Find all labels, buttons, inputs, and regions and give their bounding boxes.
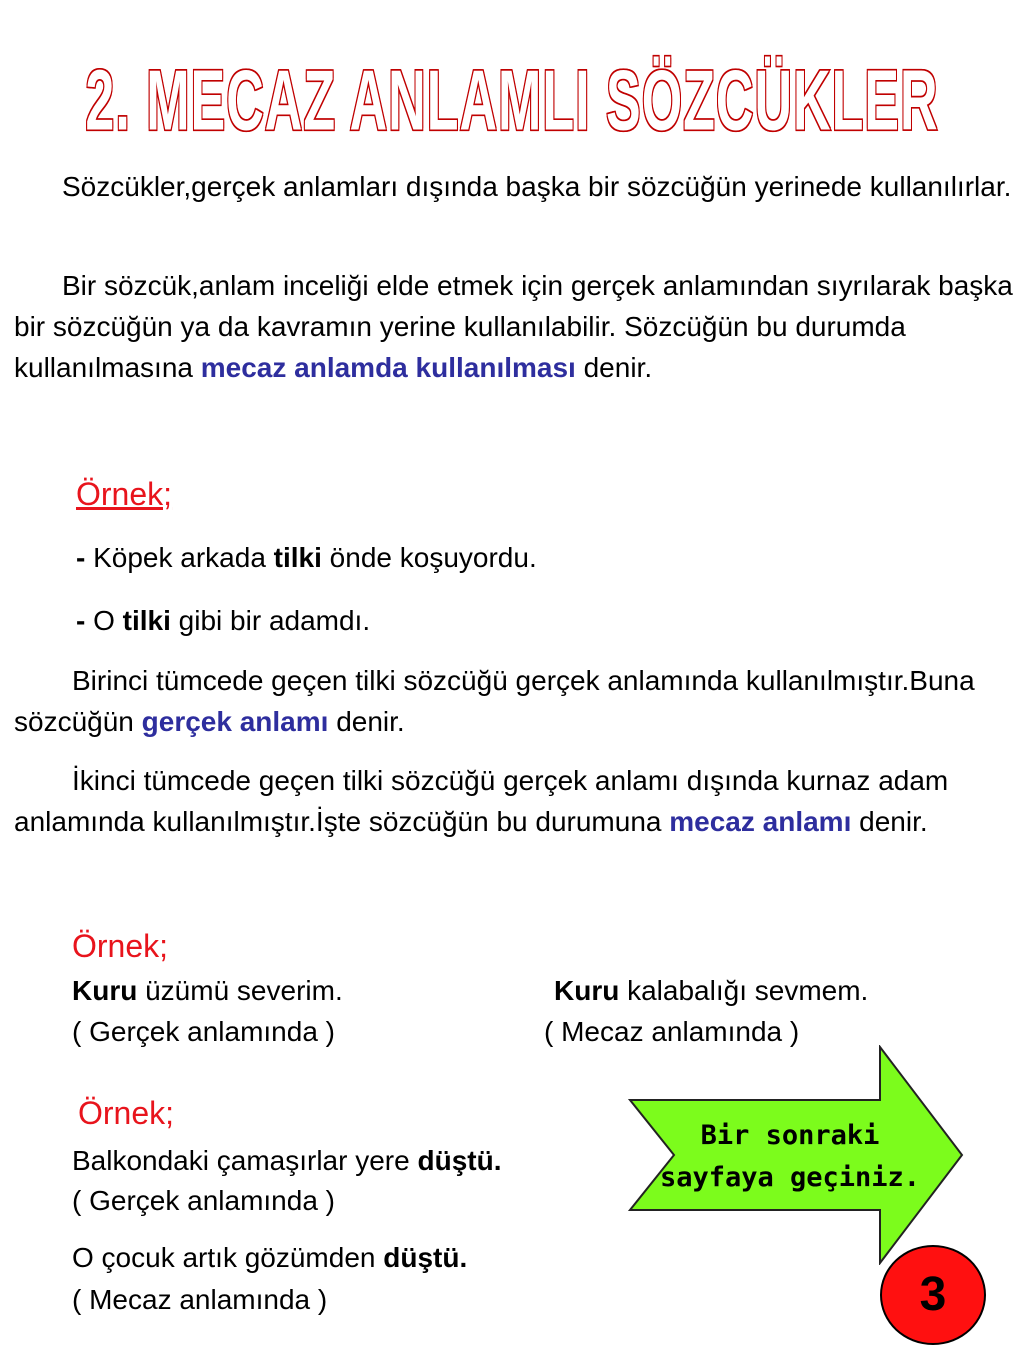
example-3-sentence-1: [72, 1140, 501, 1181]
sentence-text: Balkondaki çamaşırlar yere: [72, 1145, 418, 1176]
tilki-bold: tilki: [273, 542, 322, 573]
dash: -: [76, 542, 86, 573]
mecaz-anlami-highlight: mecaz anlamı: [669, 806, 852, 837]
explanation-text: İkinci tümcede geçen tilki sözcüğü gerçek anlamı dışında kurnaz adam anlamında kullanılmıştır.İşte sözcüğün bu durumuna: [14, 765, 949, 837]
example-2-left-sentence: [72, 970, 343, 1011]
tilki-bold: tilki: [122, 605, 171, 636]
intro-text-2: Bir sözcük,anlam inceliği elde etmek için gerçek anlamından sıyrılarak başka bir sözcüğün ya da kavramın yerine kullanılabilir. Sözcüğün bu durumda kullanılmasına: [14, 270, 1013, 383]
example-1-sentence-2: [76, 600, 370, 641]
example-2-right-sentence: [554, 970, 868, 1011]
page-title-container: [0, 52, 1024, 162]
dustu-bold: düştü.: [417, 1145, 502, 1176]
page-number-badge: 3: [880, 1245, 986, 1345]
next-page-label[interactable]: [650, 1115, 930, 1199]
explanation-text: denir.: [328, 706, 405, 737]
kuru-bold: Kuru: [72, 975, 138, 1006]
explanation-text: denir.: [851, 806, 928, 837]
example-1-heading: Örnek;: [76, 476, 173, 512]
intro-paragraph-1: [14, 166, 1014, 207]
kuru-bold: Kuru: [554, 975, 620, 1006]
example-3-heading: Örnek;: [78, 1095, 175, 1131]
next-page-label-line-2: sayfaya geçiniz.: [659, 1162, 921, 1193]
sentence-text: O: [85, 605, 123, 636]
sentence-text: üzümü severim.: [137, 975, 343, 1006]
next-page-label-line-1: Bir sonraki: [700, 1120, 880, 1151]
explanation-paragraph-1: [14, 660, 1014, 742]
example-1-sentence-1: [76, 537, 537, 578]
page-title: 2. MECAZ ANLAMLI SÖZCÜKLER: [85, 53, 939, 150]
sentence-text: önde koşuyordu.: [321, 542, 537, 573]
example-3-note-1: ( Gerçek anlamında ): [72, 1185, 335, 1216]
intro-text-1: Sözcükler,gerçek anlamları dışında başka bir sözcüğün yerinede kullanılırlar.: [62, 171, 1012, 202]
sentence-text: O çocuk artık gözümden: [72, 1242, 384, 1273]
example-2-heading: Örnek;: [72, 928, 169, 964]
example-3-note-2: ( Mecaz anlamında ): [72, 1284, 328, 1315]
sentence-text: Köpek arkada: [85, 542, 274, 573]
gercek-anlami-highlight: gerçek anlamı: [141, 706, 329, 737]
intro-text-2-end: denir.: [575, 352, 653, 383]
explanation-paragraph-2: [14, 760, 1014, 842]
example-2-left-note: ( Gerçek anlamında ): [72, 1016, 335, 1047]
intro-paragraph-2: [14, 265, 1014, 388]
dustu-bold: düştü.: [383, 1242, 468, 1273]
example-3-sentence-2: [72, 1237, 467, 1278]
example-2-right-note: ( Mecaz anlamında ): [544, 1016, 800, 1047]
dash: -: [76, 605, 86, 636]
sentence-text: gibi bir adamdı.: [170, 605, 371, 636]
sentence-text: kalabalığı sevmem.: [619, 975, 869, 1006]
explanation-text: Birinci tümcede geçen tilki sözcüğü gerçek anlamında kullanılmıştır.Buna sözcüğün: [14, 665, 975, 737]
mecaz-anlamda-highlight: mecaz anlamda kullanılması: [200, 352, 576, 383]
